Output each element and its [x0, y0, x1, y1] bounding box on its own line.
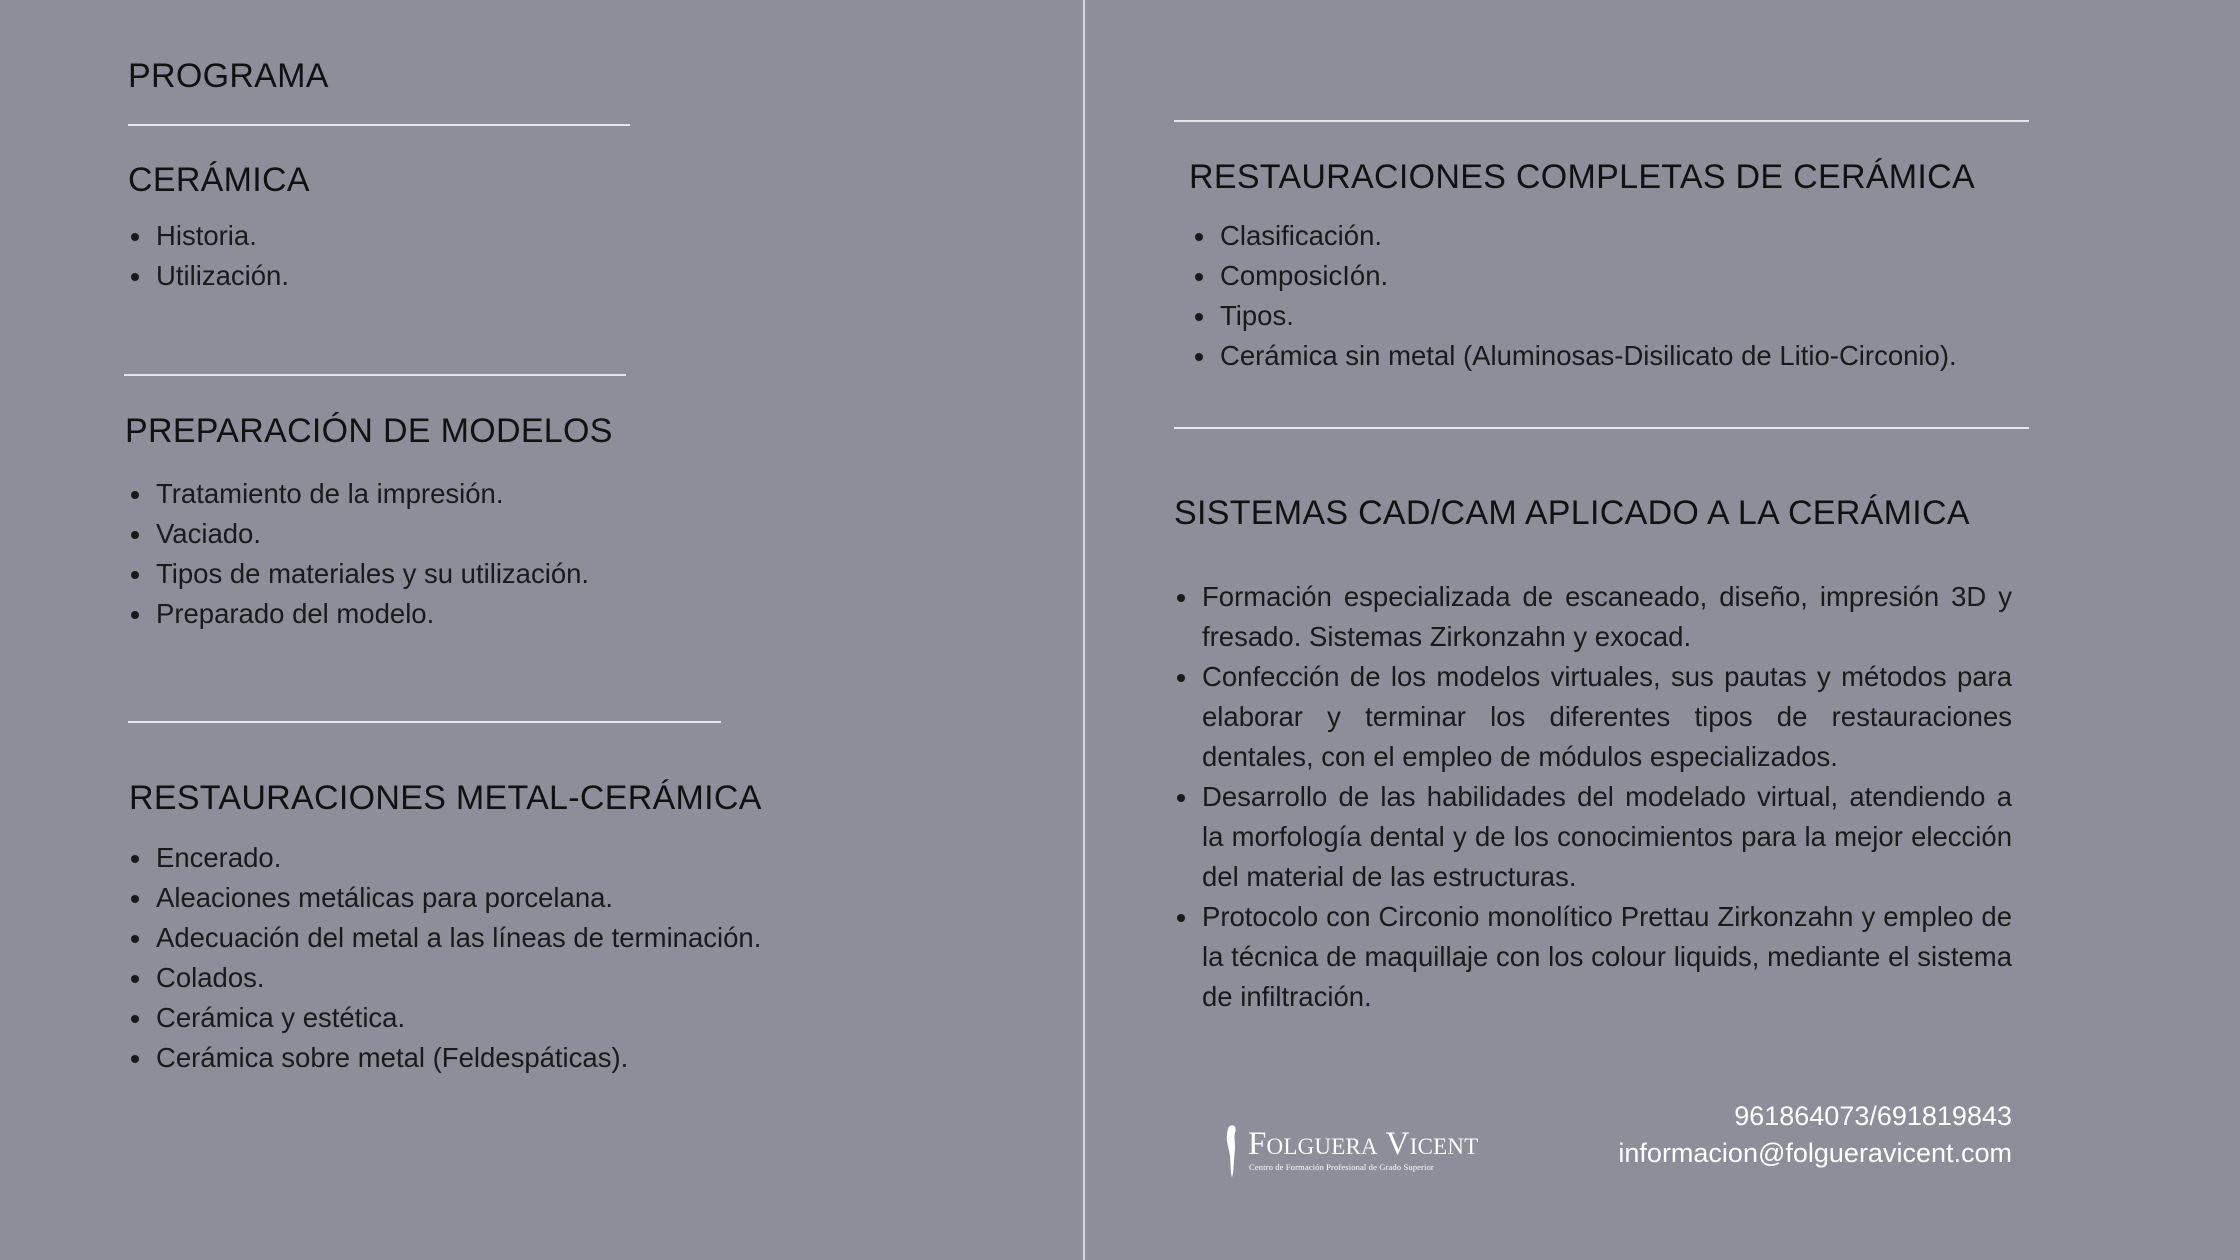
section-rule	[124, 374, 626, 376]
tooth-icon	[1224, 1124, 1240, 1178]
contact-block	[1618, 1098, 2012, 1172]
section-heading-metal-ceramica: RESTAURACIONES METAL-CERÁMICA	[129, 779, 762, 817]
list-metal-ceramica	[128, 838, 761, 1078]
list-item: Historia.	[128, 216, 289, 256]
email-address: informacion@folgueravicent.com	[1618, 1138, 2012, 1168]
page-title: PROGRAMA	[128, 57, 329, 95]
list-item: Utilización.	[128, 256, 289, 296]
list-item: Encerado.	[128, 838, 761, 878]
list-item: Aleaciones metálicas para porcelana.	[128, 878, 761, 918]
list-item: Clasificación.	[1192, 216, 1957, 256]
title-rule	[128, 124, 630, 126]
logo-name: Folguera Vicent	[1248, 1126, 1479, 1162]
center-divider	[1083, 0, 1085, 1260]
list-completas	[1192, 216, 1957, 376]
list-item: Tratamiento de la impresión.	[128, 474, 589, 514]
list-item: Colados.	[128, 958, 761, 998]
section-heading-preparacion: PREPARACIÓN DE MODELOS	[125, 412, 613, 450]
list-item: Cerámica y estética.	[128, 998, 761, 1038]
list-item: Tipos.	[1192, 296, 1957, 336]
list-item: Tipos de materiales y su utilización.	[128, 554, 589, 594]
list-item: Adecuación del metal a las líneas de terminación.	[128, 918, 761, 958]
phone-number: 961864073/691819843	[1734, 1101, 2012, 1131]
list-item: Cerámica sin metal (Aluminosas-Disilicato de Litio-Circonio).	[1192, 336, 1957, 376]
section-heading-completas: RESTAURACIONES COMPLETAS DE CERÁMICA	[1189, 158, 1975, 196]
section-heading-ceramica: CERÁMICA	[128, 161, 310, 199]
list-item: Confección de los modelos virtuales, sus pautas y métodos para elaborar y terminar los diferentes tipos de restauraciones dentales, con el empleo de módulos especializados.	[1174, 657, 2012, 777]
folguera-vicent-logo	[1224, 1122, 1494, 1178]
list-item: Desarrollo de las habilidades del modelado virtual, atendiendo a la morfología dental y de los conocimientos para la mejor elección del material de las estructuras.	[1174, 777, 2012, 897]
section-rule	[1174, 427, 2029, 429]
list-item: Vaciado.	[128, 514, 589, 554]
list-item: Formación especializada de escaneado, diseño, impresión 3D y fresado. Sistemas Zirkonzahn y exocad.	[1174, 577, 2012, 657]
section-rule	[1174, 120, 2029, 122]
list-item: Cerámica sobre metal (Feldespáticas).	[128, 1038, 761, 1078]
list-item: Preparado del modelo.	[128, 594, 589, 634]
list-item: Protocolo con Circonio monolítico Prettau Zirkonzahn y empleo de la técnica de maquillaje con los colour liquids, mediante el sistema de infiltración.	[1174, 897, 2012, 1017]
list-cadcam	[1174, 577, 2012, 1017]
section-heading-cadcam: SISTEMAS CAD/CAM APLICADO A LA CERÁMICA	[1174, 494, 1970, 532]
list-item: ComposicIón.	[1192, 256, 1957, 296]
list-ceramica	[128, 216, 289, 296]
logo-subtitle: Centro de Formación Profesional de Grado Superior	[1249, 1162, 1434, 1172]
section-rule	[128, 721, 721, 723]
list-preparacion	[128, 474, 589, 634]
